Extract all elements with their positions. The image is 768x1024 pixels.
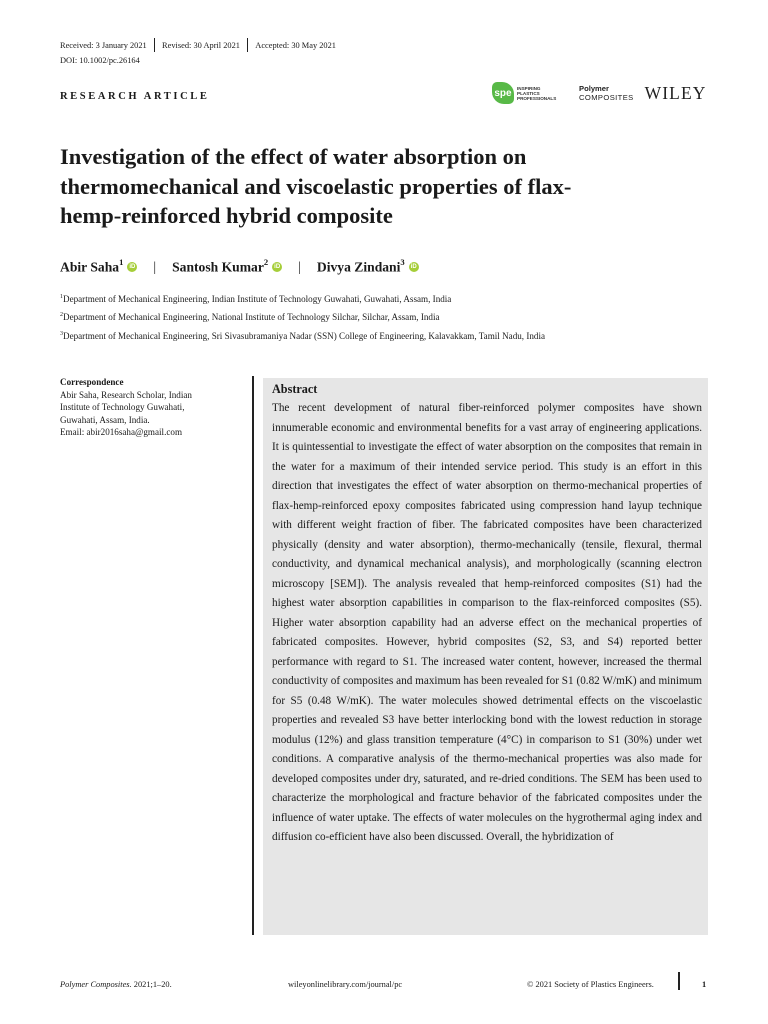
author[interactable]: Divya Zindani$^3$ <box>316 257 405 275</box>
accepted-date: Accepted: 30 May 2021 <box>255 40 336 50</box>
author-separator: | <box>153 258 157 274</box>
footer-url[interactable]: wileyonlinelibrary.com/journal/pc <box>288 980 403 989</box>
affiliation: $^3$Department of Mechanical Engineering, Sri Sivasubramaniya Nadar (SSN) College of Engineering, Kalavakkam, Tamil Nadu, India <box>60 331 546 342</box>
affiliation: $^2$Department of Mechanical Engineering, National Institute of Technology Silchar, Silchar, Assam, India <box>60 312 440 323</box>
correspondence-heading: Correspondence <box>60 377 124 387</box>
spe-tagline-line: PROFESSIONALS <box>517 95 557 101</box>
column-divider <box>252 376 254 935</box>
publisher-logo: WILEY <box>644 82 707 103</box>
divider <box>678 972 680 990</box>
divider <box>154 38 155 52</box>
abstract-heading: Abstract <box>272 382 318 396</box>
received-date: Received: 3 January 2021 <box>60 40 147 50</box>
spe-tagline <box>517 86 561 101</box>
journal-logo <box>579 84 634 102</box>
revised-date: Revised: 30 April 2021 <box>162 40 240 50</box>
orcid-icon[interactable]: iD <box>129 263 136 270</box>
footer-copyright: © 2021 Society of Plastics Engineers. <box>527 980 654 989</box>
author[interactable]: Abir Saha$^1$ <box>60 257 124 275</box>
journal-logo-line: COMPOSITES <box>579 93 634 102</box>
footer-citation: Polymer Composites. 2021;1–20. <box>60 980 172 989</box>
page-number: 1 <box>702 980 707 989</box>
author[interactable]: Santosh Kumar$^2$ <box>172 257 269 275</box>
correspondence <box>60 376 232 439</box>
logo-strip <box>492 80 707 106</box>
spe-tagline-line: PLASTICS <box>517 90 540 96</box>
correspondence-line: Institute of Technology Guwahati, <box>60 402 185 413</box>
correspondence-email[interactable]: Email: abir2016saha@gmail.com <box>60 427 183 438</box>
article-title: Investigation of the effect of water absorption on thermomechanical and viscoelastic properties of flax-hemp-reinforced hybrid composite <box>60 144 572 228</box>
correspondence-line: Abir Saha, Research Scholar, Indian <box>60 389 192 400</box>
orcid-icon[interactable]: iD <box>274 263 281 270</box>
correspondence-line: Guwahati, Assam, India. <box>60 414 150 425</box>
author-list <box>60 258 419 276</box>
divider <box>247 38 248 52</box>
abstract-text: The recent development of natural fiber-reinforced polymer composites have shown innumerable economic and environmental benefits for a vast array of engineering applications. It is quintessential to investigate the effect of water absorption on the composites that remain in the water for a maximum of their intended service period. This study is an effort in this direction that investigates the effect of water absorption on thermo-mechanical properties of flax-hemp-reinforced epoxy composites fabricated using compression hand layup technique with different weight fraction of fiber. The fabricated composites have been characterized physically (density and water absorption), thermo-mechanically (tensile, flexural, thermal conductivity, and dynamical mechanical analysis), and morphologically (scanning electron microscopy [SEM]). The analysis revealed that hemp-reinforced composites (S1) had the highest water absorption capabilities in comparison to the flax-reinforced composites (S5). Higher water absorption capability had an adverse effect on the mechanical properties of fabricated composites. However, hybrid composites (S2, S3, and S4) reported better performance with regard to S1. The increased water content, however, increased the thermal conductivity of composites and maximum has been revealed for S1 (0.82 W/mK) and minimum for S5 (0.48 W/mK). The water molecules showed detrimental effects on the viscoelastic properties and revealed S3 have better interlocking bond with the lowest reduction in storage modulus (12%) and glass transition temperature (4°C) in comparison to S1 (30%) under wet conditions. A comparative analysis of the thermo-mechanical properties was also made for developed composites under dry, saturated, and re-dried conditions. The SEM has been used to characterize the morphological and fracture behavior of the fabricated composites under the influence of water uptake. The effects of water molecules on the hygrothermal aging index and diffusion co-efficient have also been discussed. Overall, the hybridization of <box>272 402 702 843</box>
orcid-icon[interactable]: iD <box>410 263 417 270</box>
article-type: RESEARCH ARTICLE <box>60 91 210 102</box>
journal-logo-line: Polymer <box>579 84 609 93</box>
affiliation: $^1$Department of Mechanical Engineering, Indian Institute of Technology Guwahati, Guwahati, Assam, India <box>60 294 452 305</box>
doi[interactable]: DOI: 10.1002/pc.26164 <box>60 56 140 65</box>
spe-logo-icon: spe <box>492 82 514 104</box>
publication-dates <box>60 38 336 52</box>
spe-tagline-line: INSPIRING <box>517 85 541 91</box>
author-separator: | <box>298 258 301 274</box>
